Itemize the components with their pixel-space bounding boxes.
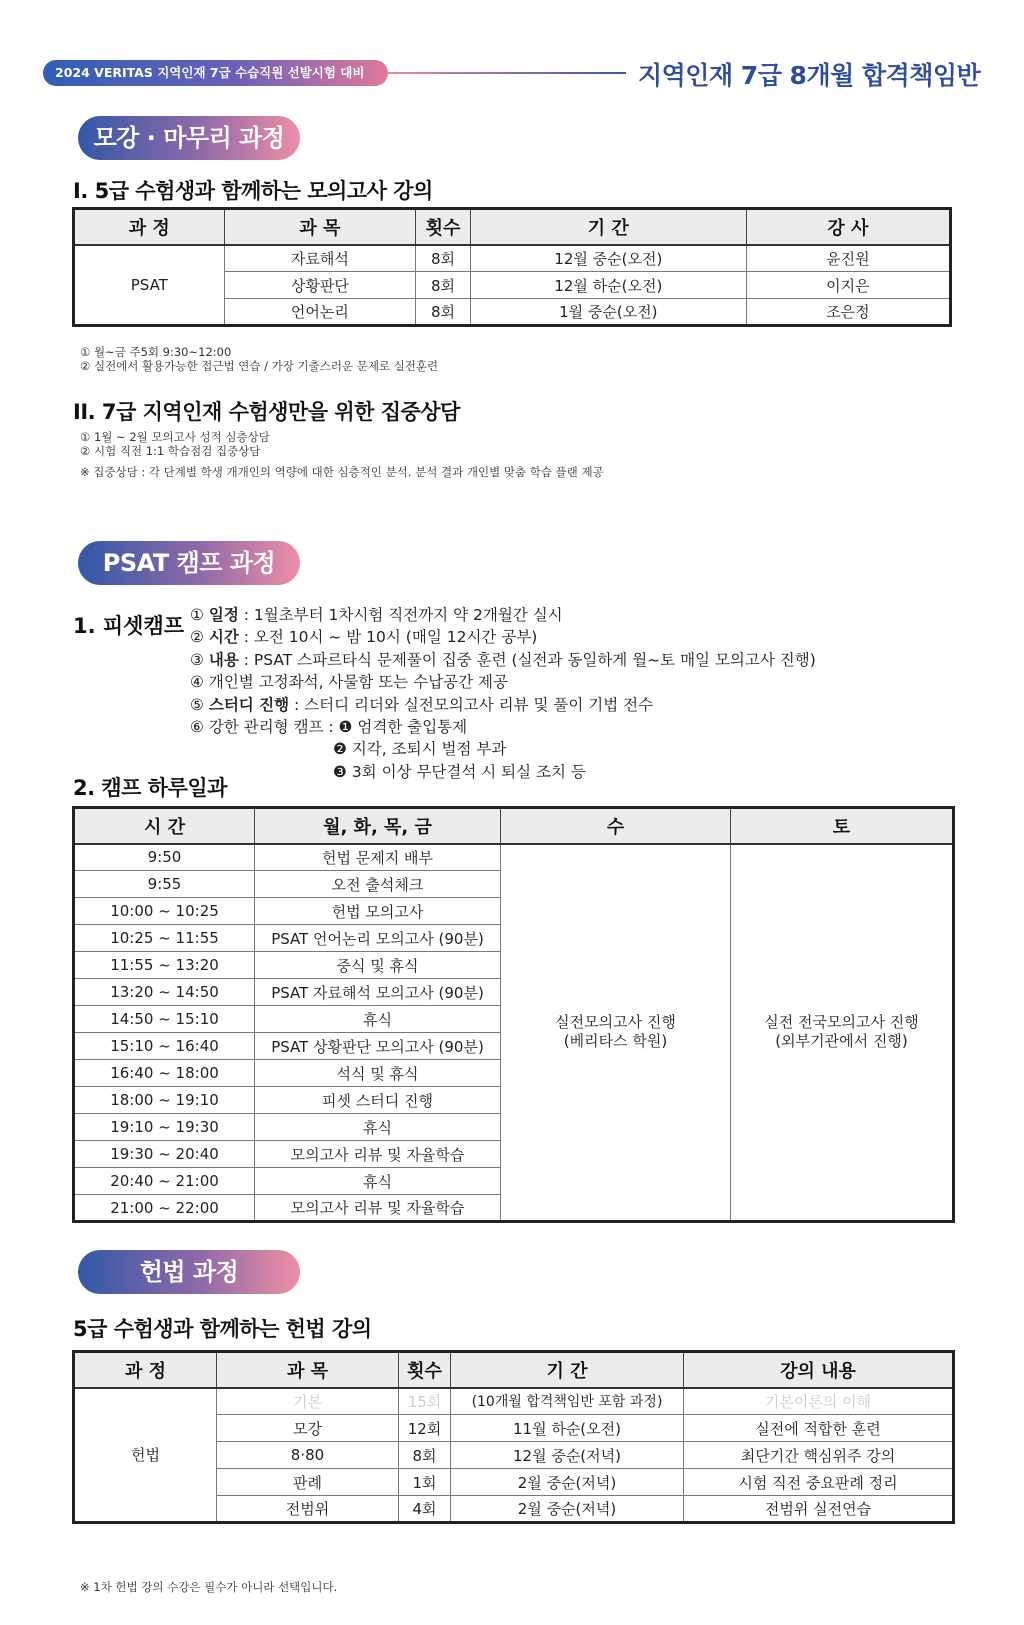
table-cell: 4회: [399, 1496, 451, 1523]
note-line: ② 시험 직전 1:1 학습점검 집중상담: [80, 444, 261, 458]
table-cell: 8·80: [217, 1442, 399, 1469]
activity-cell: 휴식: [255, 1006, 501, 1033]
table-cell: 모강: [217, 1415, 399, 1442]
list-item: ⑤ 스터디 진행 : 스터디 리더와 실전모의고사 리뷰 및 풀이 기법 전수: [190, 695, 654, 714]
section-pill-mogang: 모강 · 마무리 과정: [78, 116, 300, 160]
time-cell: 19:10 ~ 19:30: [74, 1114, 255, 1141]
table-cell: 시험 직전 중요판례 정리: [684, 1469, 954, 1496]
table-cell: 언어논리: [224, 299, 416, 326]
header-pill: 2024 VERITAS 지역인재 7급 수습직원 선발시험 대비: [43, 60, 388, 86]
table-header-row: [74, 1352, 954, 1388]
activity-cell: PSAT 자료해석 모의고사 (90분): [255, 979, 501, 1006]
col-header: 강의 내용: [684, 1352, 954, 1388]
table-cell: 전범위 실전연습: [684, 1496, 954, 1523]
table-header-row: [74, 808, 954, 844]
course-cell: PSAT: [74, 245, 225, 326]
table-row: [74, 1388, 954, 1415]
table-cell: 기본이론의 이해: [684, 1388, 954, 1415]
table-cell: 전범위: [217, 1496, 399, 1523]
table-cell: 8회: [416, 245, 471, 272]
table-cell: 8회: [416, 299, 471, 326]
table-cell: 이지은: [746, 272, 950, 299]
time-cell: 9:55: [74, 871, 255, 898]
table-cell: 11월 하순(오전): [451, 1415, 684, 1442]
table-cell: 8회: [416, 272, 471, 299]
list-item: ⑥ 강한 관리형 캠프 : ❶ 엄격한 출입통제: [190, 718, 468, 737]
course-cell: 헌법: [74, 1388, 217, 1523]
table-cell: 12월 하순(오전): [470, 272, 746, 299]
col-header: 과 정: [74, 1352, 217, 1388]
section-pill-constitution: 헌법 과정: [78, 1250, 300, 1294]
table-cell: 2월 중순(저녁): [451, 1496, 684, 1523]
camp-title: 1. 피셋캠프: [73, 614, 185, 638]
note-line: ※ 집중상담 : 각 단계별 학생 개개인의 역량에 대한 심층적인 분석. 분석 결과 개인별 맞춤 학습 플랜 제공: [80, 465, 604, 479]
table-cell: 12회: [399, 1415, 451, 1442]
activity-cell: 석식 및 휴식: [255, 1060, 501, 1087]
saturday-cell: 실전 전국모의고사 진행 (외부기관에서 진행): [731, 844, 954, 1222]
activity-cell: 피셋 스터디 진행: [255, 1087, 501, 1114]
time-cell: 10:00 ~ 10:25: [74, 898, 255, 925]
time-cell: 20:40 ~ 21:00: [74, 1168, 255, 1195]
table-cell: 판례: [217, 1469, 399, 1496]
time-cell: 9:50: [74, 844, 255, 871]
table-cell: 1월 중순(오전): [470, 299, 746, 326]
table-cell: 최단기간 핵심위주 강의: [684, 1442, 954, 1469]
col-header: 과 목: [217, 1352, 399, 1388]
table-cell: 12월 중순(오전): [470, 245, 746, 272]
activity-cell: 헌법 문제지 배부: [255, 844, 501, 871]
table-header-row: [74, 209, 951, 245]
table-cell: 1회: [399, 1469, 451, 1496]
section3-heading: 5급 수험생과 함께하는 헌법 강의: [73, 1317, 372, 1341]
camp-schedule-table: [72, 806, 955, 1223]
activity-cell: 오전 출석체크: [255, 871, 501, 898]
wednesday-cell: 실전모의고사 진행 (베리타스 학원): [501, 844, 731, 1222]
table-cell: 실전에 적합한 훈련: [684, 1415, 954, 1442]
activity-cell: 모의고사 리뷰 및 자율학습: [255, 1195, 501, 1222]
table-cell: 상황판단: [224, 272, 416, 299]
list-subitem: ❸ 3회 이상 무단결석 시 퇴실 조치 등: [333, 762, 586, 781]
activity-cell: PSAT 언어논리 모의고사 (90분): [255, 925, 501, 952]
time-cell: 16:40 ~ 18:00: [74, 1060, 255, 1087]
table-cell: 윤진원: [746, 245, 950, 272]
list-item: ② 시간 : 오전 10시 ~ 밤 10시 (매일 12시간 공부): [190, 628, 538, 647]
table-cell: 2월 중순(저녁): [451, 1469, 684, 1496]
list-item: ① 일정 : 1월초부터 1차시험 직전까지 약 2개월간 실시: [190, 606, 563, 624]
col-header: 강 사: [746, 209, 950, 245]
table-cell: 15회: [399, 1388, 451, 1415]
activity-cell: 헌법 모의고사: [255, 898, 501, 925]
list-subitem: ❷ 지각, 조퇴시 벌점 부과: [333, 740, 507, 759]
section-pill-psat-camp: PSAT 캠프 과정: [78, 541, 300, 585]
col-header: 과 목: [224, 209, 416, 245]
table-cell: 8회: [399, 1442, 451, 1469]
col-header: 횟수: [416, 209, 471, 245]
page-title: 지역인재 7급 8개월 합격책임반: [638, 61, 981, 90]
time-cell: 21:00 ~ 22:00: [74, 1195, 255, 1222]
table-row: [74, 844, 954, 871]
col-header: 과 정: [74, 209, 225, 245]
activity-cell: PSAT 상황판단 모의고사 (90분): [255, 1033, 501, 1060]
time-cell: 11:55 ~ 13:20: [74, 952, 255, 979]
table-cell: 자료해석: [224, 245, 416, 272]
section1-heading: I. 5급 수험생과 함께하는 모의고사 강의: [73, 179, 433, 203]
camp-item-list: [190, 604, 816, 783]
table-cell: 조은정: [746, 299, 950, 326]
table-cell: 12월 중순(저녁): [451, 1442, 684, 1469]
table-cell: (10개월 합격책임반 포함 과정): [451, 1388, 684, 1415]
list-item: ④ 개인별 고정좌석, 사물함 또는 수납공간 제공: [190, 673, 508, 692]
note-line: ① 1월 ~ 2월 모의고사 성적 심층상담: [80, 430, 270, 444]
note-line: ① 월~금 주5회 9:30~12:00: [80, 345, 232, 359]
table-cell: 기본: [217, 1388, 399, 1415]
list-item: ③ 내용 : PSAT 스파르타식 문제풀이 집중 훈련 (실전과 동일하게 월~토 매일 모의고사 진행): [190, 650, 816, 669]
section1-heading2: II. 7급 지역인재 수험생만을 위한 집중상담: [73, 400, 460, 424]
col-header: 토: [731, 808, 954, 844]
constitution-table: [72, 1350, 955, 1524]
psat-mock-table: [72, 207, 952, 327]
time-cell: 18:00 ~ 19:10: [74, 1087, 255, 1114]
col-header: 기 간: [470, 209, 746, 245]
time-cell: 19:30 ~ 20:40: [74, 1141, 255, 1168]
activity-cell: 휴식: [255, 1168, 501, 1195]
activity-cell: 중식 및 휴식: [255, 952, 501, 979]
header-divider: [388, 72, 626, 74]
col-header: 기 간: [451, 1352, 684, 1388]
note-line: ② 실전에서 활용가능한 접근법 연습 / 가장 기출스러운 문제로 실전훈련: [80, 359, 439, 373]
table-row: [74, 245, 951, 272]
camp-schedule-heading: 2. 캠프 하루일과: [73, 776, 227, 800]
col-header: 횟수: [399, 1352, 451, 1388]
time-cell: 14:50 ~ 15:10: [74, 1006, 255, 1033]
footer-note: ※ 1차 헌법 강의 수강은 필수가 아니라 선택입니다.: [80, 1580, 338, 1594]
activity-cell: 모의고사 리뷰 및 자율학습: [255, 1141, 501, 1168]
time-cell: 10:25 ~ 11:55: [74, 925, 255, 952]
col-header: 월, 화, 목, 금: [255, 808, 501, 844]
time-cell: 13:20 ~ 14:50: [74, 979, 255, 1006]
activity-cell: 휴식: [255, 1114, 501, 1141]
col-header: 시 간: [74, 808, 255, 844]
time-cell: 15:10 ~ 16:40: [74, 1033, 255, 1060]
col-header: 수: [501, 808, 731, 844]
